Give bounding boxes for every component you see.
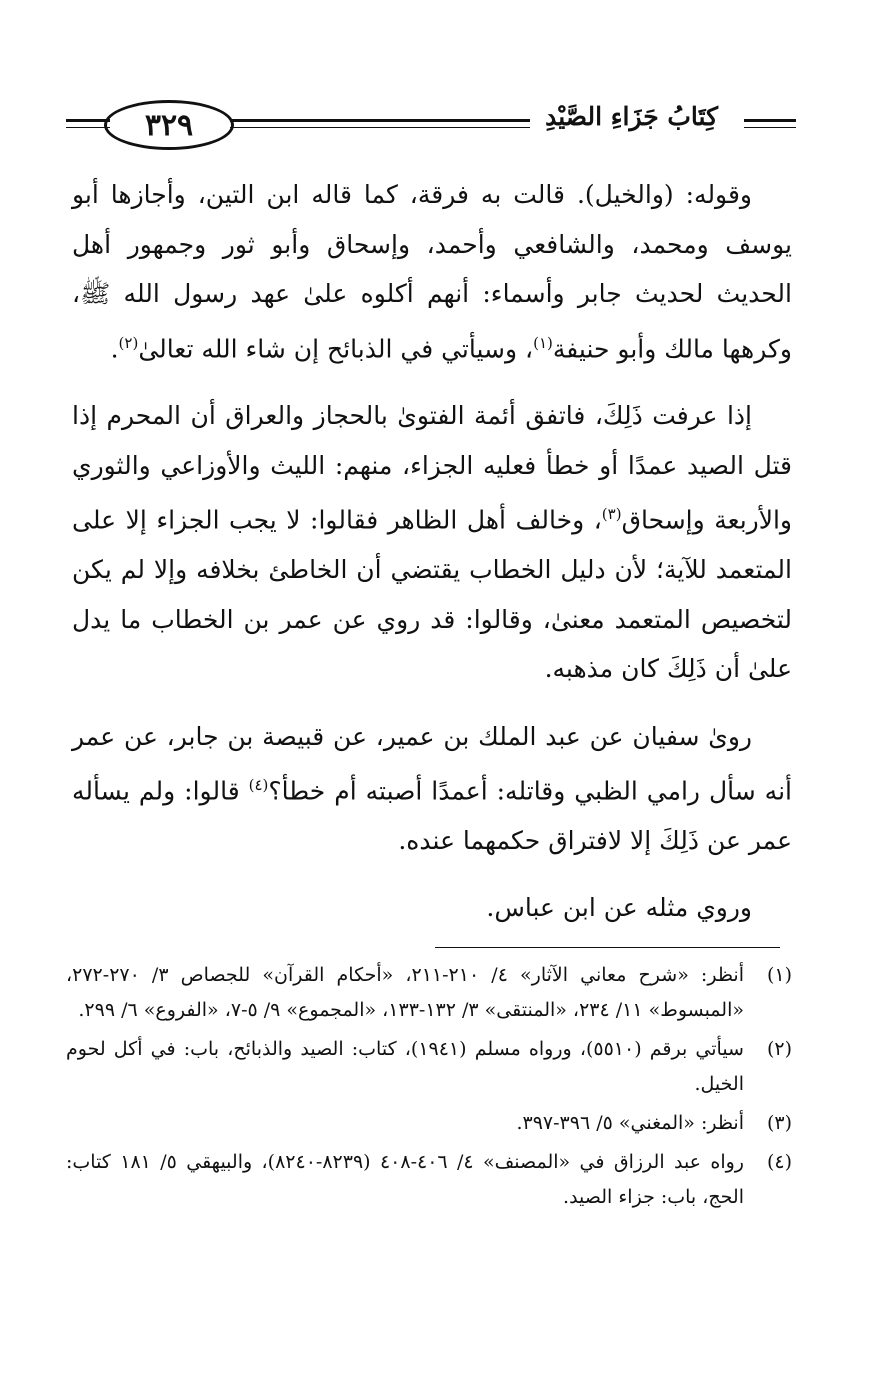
- footnote-text: أنظر: «شرح معاني الآثار» ٤/ ٢١٠-٢١١، «أحكام القرآن» للجصاص ٣/ ٢٧٠-٢٧٢، «المبسوط» ١١/ ٢٣٤، «المنتقى» ٣/ ١٣٢-١٣٣، «المجموع» ٩/ ٥-٧، «الفروع» ٦/ ٢٩٩.: [66, 964, 744, 1021]
- footnote-ref: (٢): [118, 333, 139, 352]
- paragraph: [72, 170, 792, 373]
- paragraph-text: وقوله: (والخيل). قالت به فرقة، كما قاله ابن التين، وأجازها أبو يوسف ومحمد، والشافعي وأحمد، وإسحاق وأبو ثور وجمهور أهل الحديث لحديث جابر وأسماء: أنهم أكلوه علىٰ عهد رسول الله ﷺ، وكرهها مالك وأبو حنيفة: [72, 180, 792, 363]
- paragraph-text: ، وخالف أهل الظاهر فقالوا: لا يجب الجزاء إلا على المتعمد للآية؛ لأن دليل الخطاب يقتضي أن الخاطئ بخلافه وإلا لم يكن لتخصيص المتعمد معنىٰ، وقالوا: قد روي عن عمر بن الخطاب ما يدل علىٰ أن ذَلِكَ كان مذهبه.: [72, 505, 792, 684]
- page-number: ٣٢٩: [144, 107, 194, 143]
- page-header: [66, 92, 796, 162]
- footnote: [66, 1106, 792, 1141]
- footnote-number: (٢): [766, 1038, 792, 1060]
- paragraph-text: .: [110, 333, 119, 363]
- footnote-number: (٣): [766, 1112, 792, 1134]
- paragraph-text: روىٰ سفيان عن عبد الملك بن عمير، عن قبيصة بن جابر، عن عمر أنه سأل رامي الظبي وقاتله: أعمدًا أصبته أم خطأ؟: [72, 721, 792, 806]
- paragraph-text: إذا عرفت ذَلِكَ، فاتفق أئمة الفتوىٰ بالحجاز والعراق أن المحرم إذا قتل الصيد عمدًا أو خطأ فعليه الجزاء، منهم: الليث والأوزاعي والثوري والأربعة وإسحاق: [72, 401, 792, 535]
- book-title: كِتَابُ جَزَاءِ الصَّيْدِ: [545, 102, 718, 131]
- paragraph: [72, 712, 792, 866]
- paragraph-text: قالوا: ولم يسأله عمر عن ذَلِكَ إلا لافتراق حكمهما عنده.: [72, 776, 792, 855]
- header-rule-right-thin: [744, 127, 796, 128]
- footnote-ref: (٣): [601, 505, 622, 524]
- paragraph: [72, 391, 792, 693]
- header-rule-middle: [230, 119, 530, 122]
- header-rule-middle-thin: [230, 127, 530, 128]
- main-text: [72, 170, 792, 951]
- footnote-number: (١): [766, 964, 792, 986]
- footnote-number: (٤): [766, 1151, 792, 1173]
- footnote: [66, 1145, 792, 1215]
- footnote-ref: (٤): [248, 776, 269, 795]
- footnotes: [66, 958, 792, 1219]
- page-number-badge: [104, 100, 234, 150]
- paragraph-text: ، وسيأتي في الذبائح إن شاء الله تعالىٰ: [138, 333, 534, 363]
- paragraph-text: وروي مثله عن ابن عباس.: [486, 893, 752, 923]
- footnote: [66, 1032, 792, 1102]
- footnote-text: سيأتي برقم (٥٥١٠)، ورواه مسلم (١٩٤١)، كتاب: الصيد والذبائح، باب: في أكل لحوم الخيل.: [66, 1038, 744, 1095]
- footnote-ref: (١): [533, 333, 553, 352]
- footnote-text: رواه عبد الرزاق في «المصنف» ٤/ ٤٠٦-٤٠٨ (٨٢٣٩-٨٢٤٠)، والبيهقي ٥/ ١٨١ كتاب: الحج، باب: جزاء الصيد.: [66, 1151, 744, 1208]
- footnote-text: أنظر: «المغني» ٥/ ٣٩٦-٣٩٧.: [516, 1112, 744, 1134]
- footnote: [66, 958, 792, 1028]
- footnote-divider: [435, 947, 780, 948]
- header-rule-right: [744, 119, 796, 122]
- paragraph: [72, 883, 792, 933]
